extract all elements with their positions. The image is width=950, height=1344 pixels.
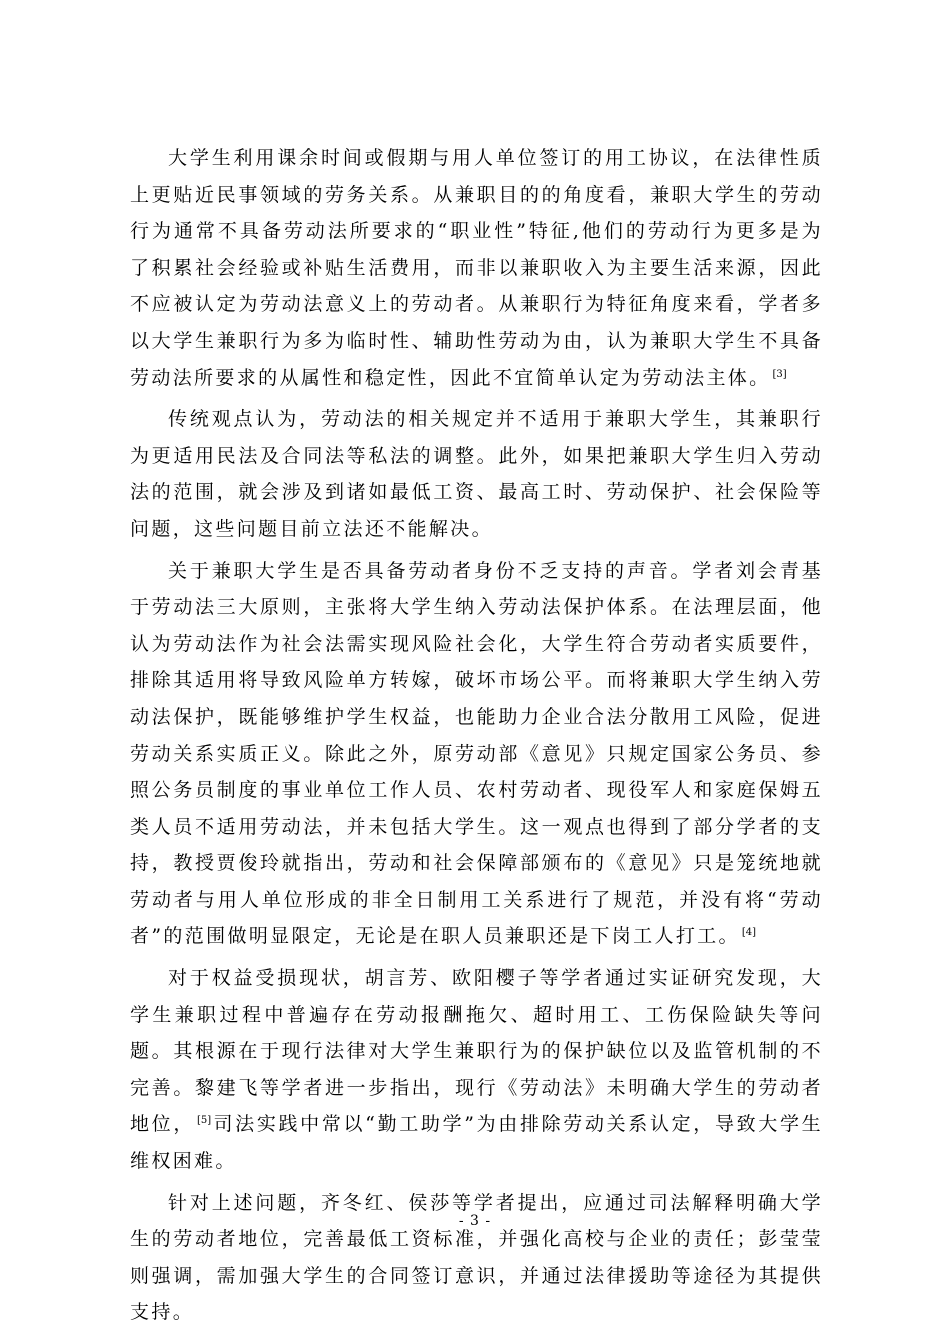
paragraph-text: 关于兼职大学生是否具备劳动者身份不乏支持的声音。学者刘会青基于劳动法三大原则，主张将大学生纳入劳动法保护体系。在法理层面，他认为劳动法作为社会法需实现风险社会化，大学生符合劳动者实质要件，排除其适用将导致风险单方转嫁，破坏市场公平。而将兼职大学生纳入劳动法保护，既能够维护学生权益，也能助力企业合法分散用工风险，促进劳动关系实质正义。除此之外，原劳动部《意见》只规定国家公务员、参照公务员制度的事业单位工作人员、农村劳动者、现役军人和家庭保姆五类人员不适用劳动法，并未包括大学生。这一观点也得到了部分学者的支持，教授贾俊玲就指出，劳动和社会保障部颁布的《意见》只是笼统地就劳动者与用人单位形成的非全日制用工关系进行了规范，并没有将“劳动者”的范围做明显限定，无论是在职人员兼职还是下岗工人打工。	[130, 559, 823, 948]
page-number: - 3 -	[458, 1213, 492, 1229]
paragraph-3	[130, 553, 823, 956]
paragraph-2	[130, 401, 823, 547]
citation-ref: [5]	[197, 1115, 212, 1127]
paragraph-text: 传统观点认为，劳动法的相关规定并不适用于兼职大学生，其兼职行为更适用民法及合同法等私法的调整。此外，如果把兼职大学生归入劳动法的范围，就会涉及到诸如最低工资、最高工时、劳动保护、社会保险等问题，这些问题目前立法还不能解决。	[130, 408, 823, 540]
paragraph-text-tail: 司法实践中常以“勤工助学”为由排除劳动关系认定，导致大学生维权困难。	[130, 1113, 823, 1173]
paragraph-text: 对于权益受损现状，胡言芳、欧阳樱子等学者通过实证研究发现，大学生兼职过程中普遍存在劳动报酬拖欠、超时用工、工伤保险缺失等问题。其根源在于现行法律对大学生兼职行为的保护缺位以及监管机制的不完善。黎建飞等学者进一步指出，现行《劳动法》未明确大学生的劳动者地位，	[130, 967, 823, 1136]
citation-ref: [4]	[741, 927, 757, 939]
document-body	[130, 140, 823, 1336]
citation-ref: [3]	[772, 368, 787, 380]
paragraph-5	[130, 1185, 823, 1331]
paragraph-text: 大学生利用课余时间或假期与用人单位签订的用工协议，在法律性质上更贴近民事领域的劳务关系。从兼职目的的角度看，兼职大学生的劳动行为通常不具备劳动法所要求的“职业性”特征,他们的劳动行为更多是为了积累社会经验或补贴生活费用，而非以兼职收入为主要生活来源，因此不应被认定为劳动法意义上的劳动者。从兼职行为特征角度来看，学者多以大学生兼职行为多为临时性、辅助性劳动为由，认为兼职大学生不具备劳动法所要求的从属性和稳定性，因此不宜简单认定为劳动法主体。	[130, 147, 823, 389]
paragraph-text: 针对上述问题，齐冬红、侯莎等学者提出，应通过司法解释明确大学生的劳动者地位，完善最低工资标准，并强化高校与企业的责任；彭莹莹则强调，需加强大学生的合同签订意识，并通过法律援助等途径为其提供支持。	[130, 1191, 823, 1324]
paragraph-1	[130, 140, 823, 396]
paragraph-4	[130, 960, 823, 1180]
